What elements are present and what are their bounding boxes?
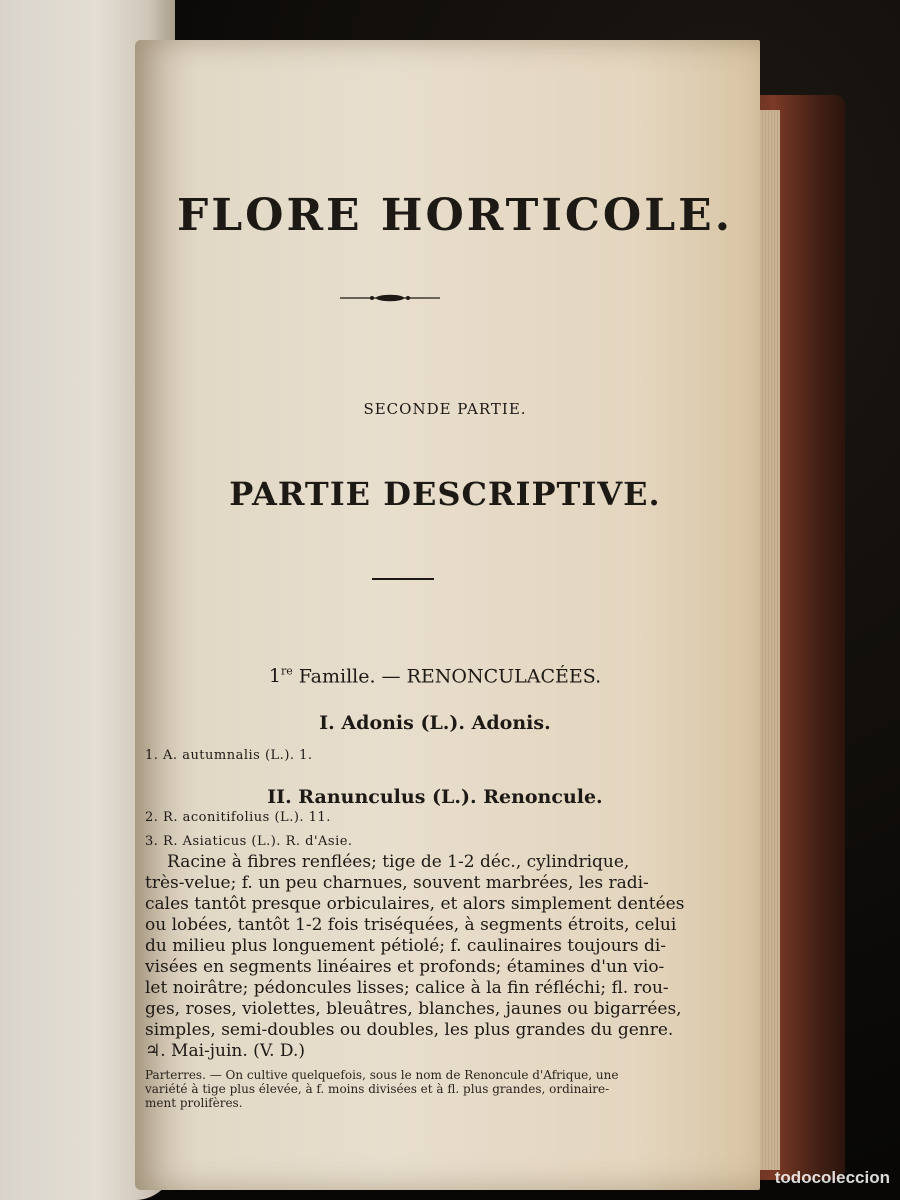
note-line: variété à tige plus élevée, à f. moins divisées et à fl. plus grandes, ordinaire- (145, 1082, 610, 1096)
description-line: ♃. Mai-juin. (V. D.) (145, 1041, 305, 1061)
species-description (145, 852, 720, 1062)
part-label: SECONDE PARTIE. (363, 400, 527, 418)
description-line: ges, roses, violettes, bleuâtres, blanches, jaunes ou bigarrées, (145, 999, 682, 1019)
description-line: let noirâtre; pédoncules lisses; calice à la fin réfléchi; fl. rou- (145, 978, 669, 998)
watermark: todocoleccion (774, 1168, 890, 1187)
species-entry: 2. R. aconitifolius (L.). 11. (145, 810, 331, 825)
cultivation-note (145, 1068, 720, 1110)
book-title: FLORE HORTICOLE. (176, 190, 734, 241)
note-line: ment prolifères. (145, 1096, 243, 1110)
genus-heading-adonis: I. Adonis (L.). Adonis. (319, 712, 551, 734)
ornament-divider (340, 292, 440, 304)
description-line: ou lobées, tantôt 1-2 fois triséquées, à segments étroits, celui (145, 915, 677, 935)
family-number: 1re (268, 665, 293, 688)
short-rule (372, 578, 434, 580)
part-title: PARTIE DESCRIPTIVE. (229, 475, 661, 513)
species-entry: 1. A. autumnalis (L.). 1. (145, 748, 313, 763)
description-line: très-velue; f. un peu charnues, souvent marbrées, les radi- (145, 873, 649, 893)
description-line: Racine à fibres renflées; tige de 1-2 déc., cylindrique, (167, 852, 630, 872)
description-line: visées en segments linéaires et profonds; étamines d'un vio- (145, 957, 665, 977)
description-line: cales tantôt presque orbiculaires, et alors simplement dentées (145, 894, 685, 914)
species-entry: 3. R. Asiaticus (L.). R. d'Asie. (145, 834, 353, 849)
genus-heading-ranunculus: II. Ranunculus (L.). Renoncule. (267, 786, 603, 808)
family-label: Famille. — RENONCULACÉES. (298, 665, 602, 688)
description-line: du milieu plus longuement pétiolé; f. caulinaires toujours di- (145, 936, 667, 956)
note-line: Parterres. — On cultive quelquefois, sous le nom de Renoncule d'Afrique, une (145, 1068, 619, 1082)
right-page (135, 40, 760, 1190)
description-line: simples, semi-doubles ou doubles, les plus grandes du genre. (145, 1020, 674, 1040)
family-heading (135, 665, 735, 687)
